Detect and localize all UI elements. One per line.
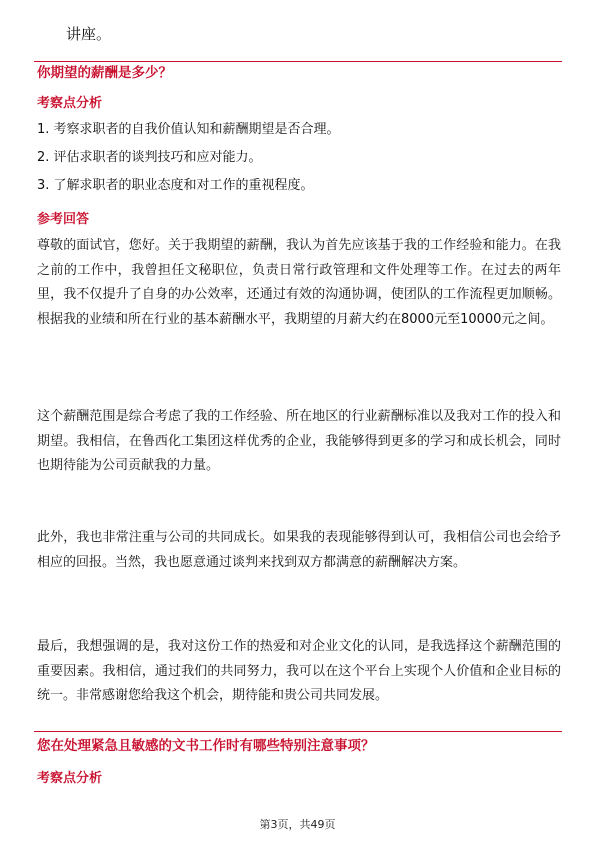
question-title: 您在处理紧急且敏感的文书工作时有哪些特别注意事项？ (37, 738, 375, 754)
analysis-heading: 考察点分析 (37, 771, 103, 786)
page-number: 第3页，共49页 (259, 818, 336, 831)
analysis-heading: 考察点分析 (37, 96, 103, 111)
analysis-item: 1. 考察求职者的自我价值认知和薪酬期望是否合理。 (37, 122, 340, 137)
answer-paragraph: 这个薪酬范围是综合考虑了我的工作经验、所在地区的行业薪酬标准以及我对工作的投入和期望。我相信，在鲁西化工集团这样优秀的企业，我能够得到更多的学习和成长机会，同时也期待能为公司贡献我的力量。 (37, 409, 561, 473)
question-divider (34, 61, 562, 62)
answer-heading: 参考回答 (37, 212, 90, 227)
analysis-item: 2. 评估求职者的谈判技巧和应对能力。 (37, 150, 262, 165)
question-divider (34, 731, 562, 732)
answer-paragraph: 尊敬的面试官，您好。关于我期望的薪酬，我认为首先应该基于我的工作经验和能力。在我之前的工作中，我曾担任文秘职位，负责日常行政管理和文件处理等工作。在过去的两年里，我不仅提升了自身的办公效率，还通过有效的沟通协调，使团队的工作流程更加顺畅。根据我的业绩和所在行业的基本薪酬水平，我期望的月薪大约在8000元至10000元之间。 (37, 238, 561, 327)
answer-paragraph: 最后，我想强调的是，我对这份工作的热爱和对企业文化的认同，是我选择这个薪酬范围的重要因素。我相信，通过我们的共同努力，我可以在这个平台上实现个人价值和企业目标的统一。非常感谢您给我这个机会，期待能和贵公司共同发展。 (37, 639, 561, 703)
analysis-item: 3. 了解求职者的职业态度和对工作的重视程度。 (37, 178, 314, 193)
question-title: 你期望的薪酬是多少？ (37, 65, 172, 81)
answer-paragraph: 此外，我也非常注重与公司的共同成长。如果我的表现能够得到认可，我相信公司也会给予相应的回报。当然，我也愿意通过谈判来找到双方都满意的薪酬解决方案。 (37, 530, 561, 570)
lead-text: 讲座。 (66, 25, 112, 43)
